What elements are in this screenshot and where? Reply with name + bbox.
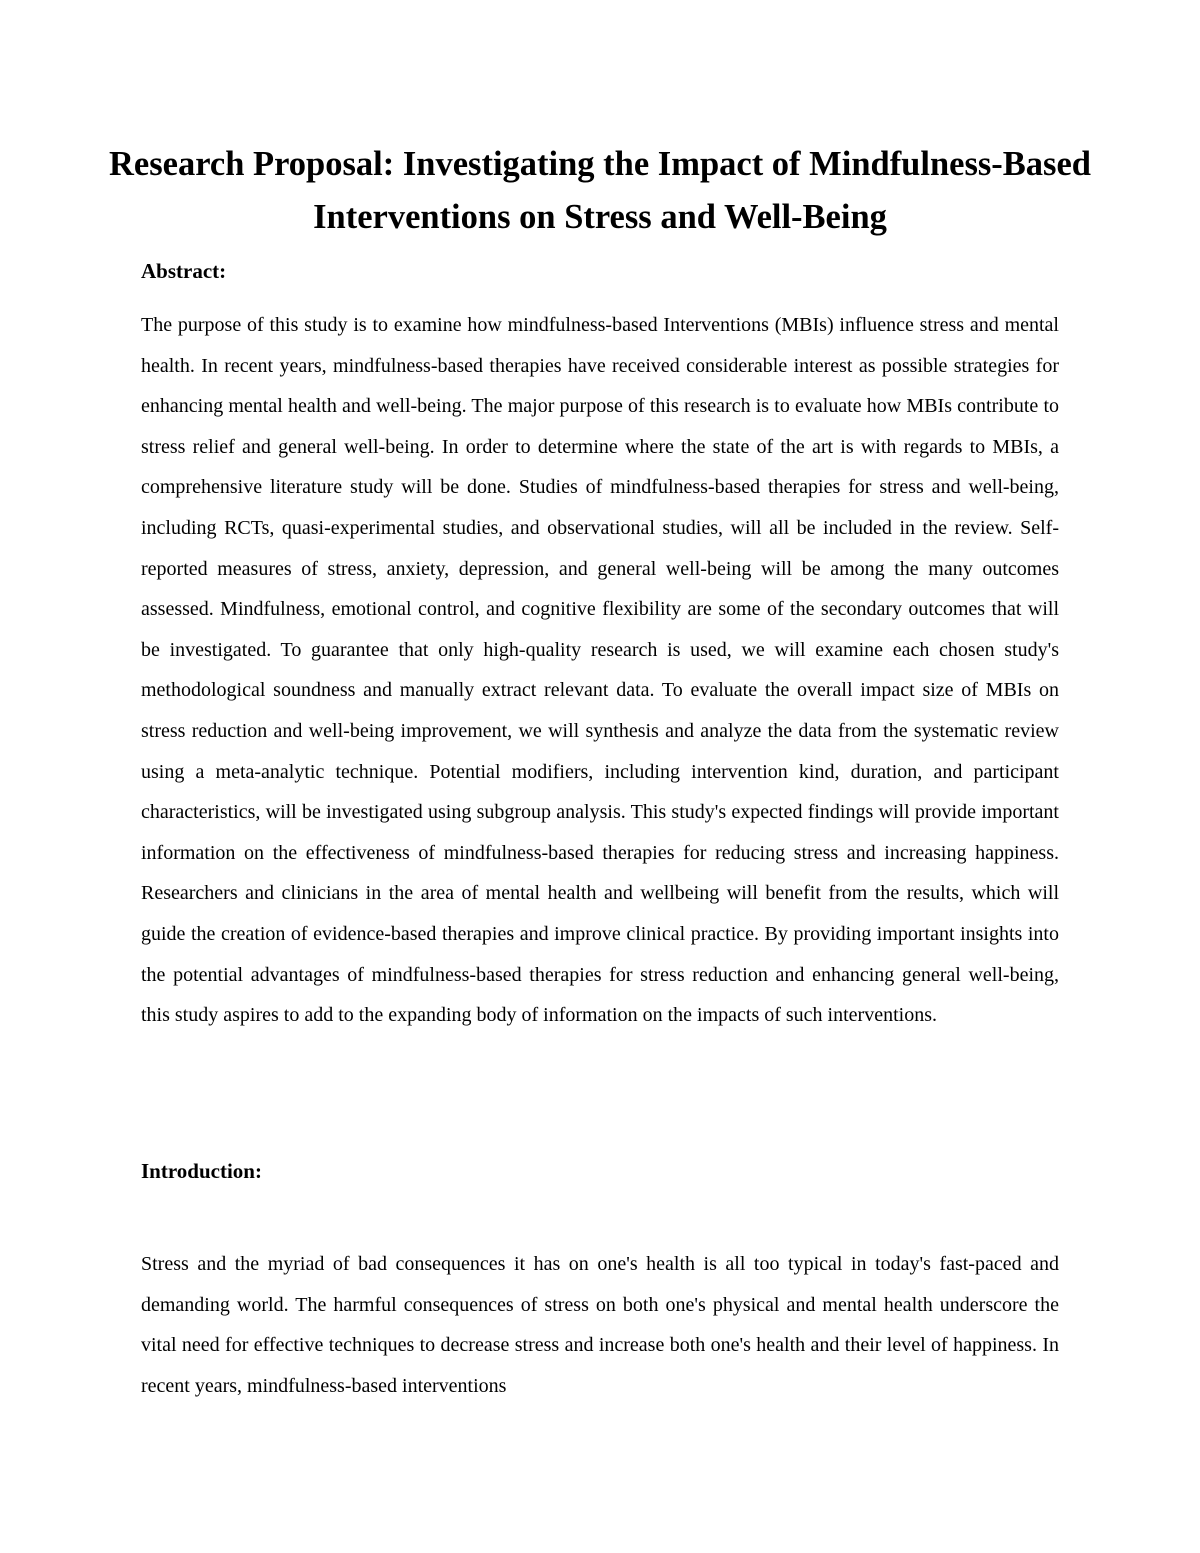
abstract-heading: Abstract: (141, 259, 227, 283)
abstract-paragraph: The purpose of this study is to examine how mindfulness-based Interventions (MBIs) influence stress and mental health. In recent years, mindfulness-based therapies have received considerable interest as possible strategies for enhancing mental health and well-being. The major purpose of this research is to evaluate how MBIs contribute to stress relief and general well-being. In order to determine where the state of the art is with regards to MBIs, a comprehensive literature study will be done. Studies of mindfulness-based therapies for stress and well-being, including RCTs, quasi-experimental studies, and observational studies, will all be included in the review. Self-reported measures of stress, anxiety, depression, and general well-being will be among the many outcomes assessed. Mindfulness, emotional control, and cognitive flexibility are some of the secondary outcomes that will be investigated. To guarantee that only high-quality research is used, we will examine each chosen study's methodological soundness and manually extract relevant data. To evaluate the overall impact size of MBIs on stress reduction and well-being improvement, we will synthesis and analyze the data from the systematic review using a meta-analytic technique. Potential modifiers, including intervention kind, duration, and participant characteristics, will be investigated using subgroup analysis. This study's expected findings will provide important information on the effectiveness of mindfulness-based therapies for reducing stress and increasing happiness. Researchers and clinicians in the area of mental health and wellbeing will benefit from the results, which will guide the creation of evidence-based therapies and improve clinical practice. By providing important insights into the potential advantages of mindfulness-based therapies for stress reduction and enhancing general well-being, this study aspires to add to the expanding body of information on the impacts of such interventions. (141, 314, 1059, 1027)
introduction-paragraph: Stress and the myriad of bad consequences it has on one's health is all too typical in today's fast-paced and demanding world. The harmful consequences of stress on both one's physical and mental health underscore the vital need for effective techniques to decrease stress and increase both one's health and their level of happiness. In recent years, mindfulness-based interventions (141, 1253, 1059, 1397)
introduction-heading: Introduction: (141, 1159, 262, 1183)
document-title: Research Proposal: Investigating the Impact of Mindfulness-Based Interventions on Stress and Well-Being (109, 145, 1091, 236)
